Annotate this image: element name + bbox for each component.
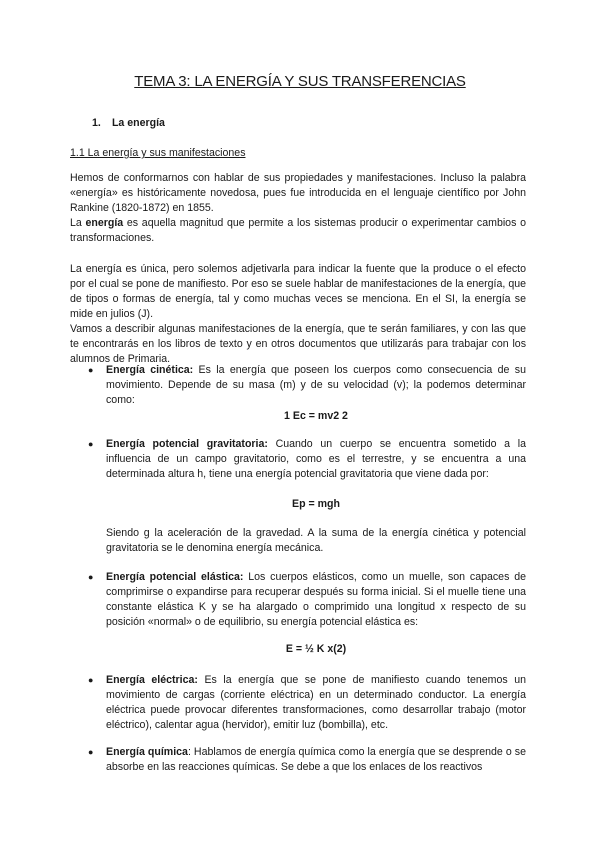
intro-paragraph-4: Vamos a describir algunas manifestaciones de la energía, que te serán familiares, y con las que te encontrarás en los libros de texto y en otros documentos que utilizarás para trabajar con los alumnos de Primaria. (70, 323, 526, 365)
intro-block-2 (70, 262, 526, 367)
intro-p2-lead: La (70, 217, 86, 229)
list-item-body: : Hablamos de energía química como la energía que se desprende o se absorbe en las reacciones químicas. Se debe a que los enlaces de los reactivos (106, 746, 526, 773)
list-item-term: Energía eléctrica: (106, 674, 198, 686)
list-item-text (106, 673, 526, 733)
list-item (88, 437, 526, 482)
section-heading (92, 116, 165, 131)
formula: 1 Ec = mv2 2 (284, 410, 348, 422)
list-item-term: Energía química (106, 746, 188, 758)
formula: E = ½ K x(2) (285, 643, 347, 655)
list-item-term: Energía potencial elástica: (106, 571, 244, 583)
list-item-text (106, 745, 526, 775)
list-item-body: Es la energía que poseen los cuerpos como consecuencia de su movimiento. Depende de su masa (m) y de su velocidad (v); la podemos determinar como: (106, 364, 526, 406)
intro-p2-rest: es aquella magnitud que permite a los sistemas producir o experimentar cambios o transformaciones. (70, 217, 526, 244)
section-label: La energía (111, 117, 165, 129)
bullet-icon: ● (88, 365, 94, 375)
bullet-icon: ● (88, 747, 94, 757)
formula: Ep = mgh (292, 498, 340, 510)
list-item-term: Energía potencial gravitatoria: (106, 438, 268, 450)
intro-paragraph-3: La energía es única, pero solemos adjetivarla para indicar la fuente que la produce o el efecto por el cual se pone de manifiesto. Por eso se suele hablar de manifestaciones de la energía, que de tipos o formas de energía, tal y como muchas veces se menciona. En el SI, la energía se mide en julios (J). (70, 263, 526, 320)
intro-paragraph-1: Hemos de conformarnos con hablar de sus propiedades y manifestaciones. Incluso la palabra «energía» es históricamente novedosa, pues fue introducida en el lenguaje científico por John Rankine (1820-1872) en 1855. (70, 172, 526, 214)
list-item-text (106, 570, 526, 630)
bullet-icon: ● (88, 572, 94, 582)
section-number: 1. (92, 117, 101, 129)
list-item-term: Energía cinética: (106, 364, 194, 376)
energy-term: energía (85, 217, 124, 229)
list-item (88, 363, 526, 408)
intro-block (70, 171, 526, 246)
bullet-icon: ● (88, 439, 94, 449)
list-item-body: Cuando un cuerpo se encuentra sometido a la influencia de un campo gravitatorio, como es el terrestre, y se encuentra a una determinada altura h, tiene una energía potencial gravitatoria que viene dada por: (106, 438, 526, 480)
list-item-body: Los cuerpos elásticos, como un muelle, son capaces de comprimirse o expandirse para recuperar después su forma inicial. Si el muelle tiene una constante elástica K y se ha alargado o comprimido una longitud x respecto de su posición «normal» o de equilibrio, su energía potencial elástica es: (106, 571, 526, 628)
list-item-text (106, 363, 526, 408)
bullet-icon: ● (88, 675, 94, 685)
list-item-note: Siendo g la aceleración de la gravedad. A la suma de la energía cinética y potencial gravitatoria se le denomina energía mecánica. (106, 527, 526, 554)
subsection-heading: 1.1 La energía y sus manifestaciones (70, 147, 246, 159)
list-item-text (106, 437, 526, 482)
list-item (88, 745, 526, 775)
list-item-body: Es la energía que se pone de manifiesto cuando tenemos un movimiento de cargas (corriente eléctrica) en un determinado conductor. La energía eléctrica puede provocar diferentes transformaciones, como desarrollar trabajo (motor eléctrico), calentar agua (hervidor), emitir luz (bombilla), etc. (106, 674, 526, 731)
page-title: TEMA 3: LA ENERGÍA Y SUS TRANSFERENCIAS (134, 73, 466, 90)
list-item (88, 673, 526, 733)
intro-paragraph-2 (70, 216, 526, 246)
list-item (88, 570, 526, 630)
